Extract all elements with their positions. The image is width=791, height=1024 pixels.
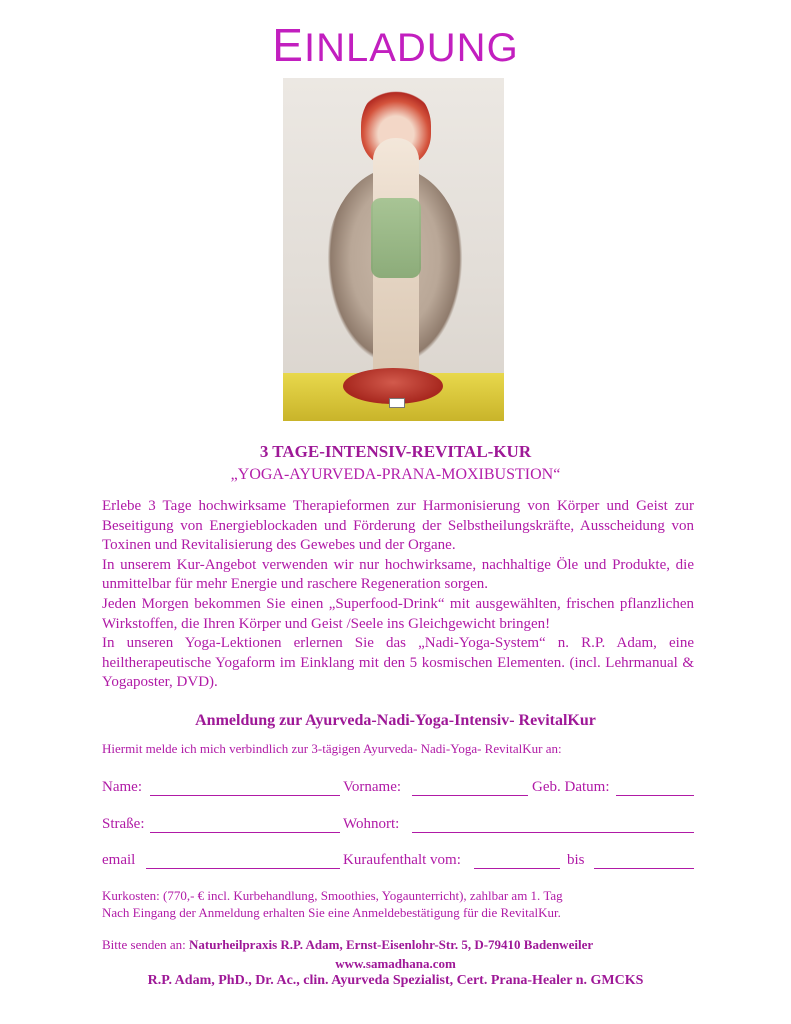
kuraufenthalt-to-field[interactable] [594, 868, 694, 869]
practice-address: Naturheilpraxis R.P. Adam, Ernst-Eisenlohr-Str. 5, D-79410 Badenweiler [189, 937, 594, 952]
course-subheading: „YOGA-AYURVEDA-PRANA-MOXIBUSTION“ [230, 466, 561, 483]
bis-label: bis [567, 852, 585, 868]
geb-datum-label: Geb. Datum: [532, 779, 610, 795]
wohnort-label: Wohnort: [343, 816, 400, 832]
send-to [102, 937, 702, 953]
website-link[interactable]: www.samadhana.com [335, 956, 456, 971]
course-heading: 3 TAGE-INTENSIV-REVITAL-KUR [259, 442, 532, 461]
wohnort-field[interactable] [412, 832, 694, 833]
kuraufenthalt-from-field[interactable] [474, 868, 560, 869]
send-label: Bitte senden an: [102, 937, 186, 952]
email-field[interactable] [146, 868, 340, 869]
vorname-label: Vorname: [343, 779, 402, 795]
title-rest: INLADUNG [303, 26, 519, 70]
title-initial: E [272, 19, 304, 71]
name-label: Name: [102, 779, 142, 795]
vorname-field[interactable] [412, 795, 528, 796]
cost-text: Kurkosten: (770,- € incl. Kurbehandlung, Smoothies, Yogaunterricht), zahlbar am 1. Tag [102, 888, 563, 903]
page-title [0, 18, 791, 72]
description-paragraph: Erlebe 3 Tage hochwirksame Therapieformen zur Harmonisierung von Körper und Geist zur Beseitigung von Energieblockaden und Förderung der Selbstheilungskräfte, Ausscheidung von Toxinen und Revitalisierung des Gewebes und der Organe. [102, 498, 694, 554]
description-paragraph: Jeden Morgen bekommen Sie einen „Superfood-Drink“ mit ausgewählten, frischen pflanzlichen Wirkstoffen, die Ihren Körper und Geist /Seele ins Gleichgewicht bringen! [102, 595, 694, 632]
email-label: email [102, 852, 136, 868]
field-row-name [102, 779, 697, 801]
registration-intro: Hiermit melde ich mich verbindlich zur 3-tägigen Ayurveda- Nadi-Yoga- RevitalKur an: [102, 741, 562, 756]
confirmation-text: Nach Eingang der Anmeldung erhalten Sie eine Anmeldebestätigung für die RevitalKur. [102, 905, 561, 920]
name-field[interactable] [150, 795, 340, 796]
strasse-field[interactable] [150, 832, 340, 833]
practitioner-credentials: R.P. Adam, PhD., Dr. Ac., clin. Ayurveda Spezialist, Cert. Prana-Healer n. GMCKS [147, 973, 644, 988]
registration-title: Anmeldung zur Ayurveda-Nadi-Yoga-Intensiv- RevitalKur [195, 712, 596, 729]
course-description [102, 497, 694, 693]
field-row-strasse [102, 816, 697, 838]
description-paragraph: In unseren Yoga-Lektionen erlernen Sie das „Nadi-Yoga-System“ n. R.P. Adam, eine heiltherapeutische Yogaform im Einklang mit den 5 kosmischen Elementen. (incl. Lehrmanual & Yogaposter, DVD). [102, 635, 694, 691]
cost-info [102, 887, 702, 921]
statue-photo [283, 78, 504, 421]
kuraufenthalt-label: Kuraufenthalt vom: [343, 852, 461, 868]
description-paragraph: In unserem Kur-Angebot verwenden wir nur hochwirksame, nachhaltige Öle und Produkte, die unmittelbar für mehr Energie und raschere Regeneration sorgen. [102, 556, 694, 593]
strasse-label: Straße: [102, 816, 145, 832]
field-row-email [102, 852, 697, 874]
geb-datum-field[interactable] [616, 795, 694, 796]
